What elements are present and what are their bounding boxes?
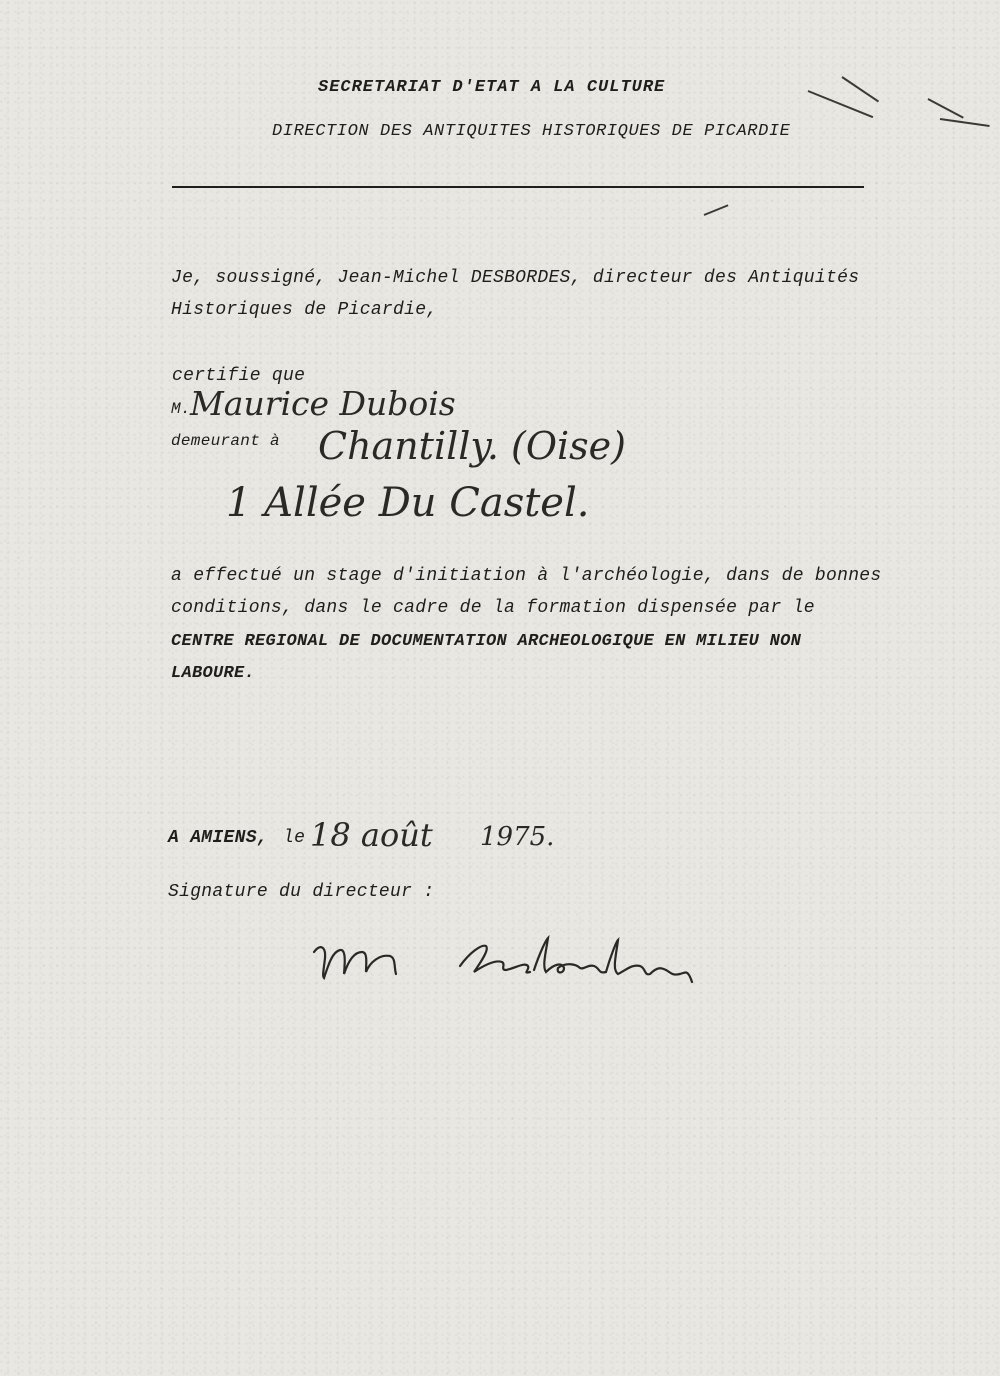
director-signature [310, 922, 700, 997]
le-word: le [283, 828, 306, 848]
intro-line-2: Historiques de Picardie, [171, 300, 438, 320]
scribble-mark [841, 76, 879, 102]
header-rule [172, 186, 864, 188]
scribble-mark [704, 204, 729, 216]
body-line-3: CENTRE REGIONAL DE DOCUMENTATION ARCHEOLOGIQUE EN MILIEU NON [171, 632, 802, 651]
certify-label: certifie que [172, 366, 306, 386]
place: A AMIENS, [168, 828, 268, 848]
scribble-mark [808, 90, 874, 118]
body-line-1: a effectué un stage d'initiation à l'archéologie, dans de bonnes [171, 566, 882, 586]
ministry-heading: SECRETARIAT D'ETAT A LA CULTURE [318, 78, 666, 97]
year: 1975. [480, 822, 555, 852]
scribble-mark [940, 118, 990, 127]
scribble-mark [928, 98, 964, 119]
intro-line-1: Je, soussigné, Jean-Michel DESBORDES, directeur des Antiquités [171, 268, 860, 288]
address-line-1-handwritten: Chantilly. (Oise) [318, 424, 626, 468]
address-label: demeurant à [171, 432, 280, 450]
address-line-2-handwritten: 1 Allée Du Castel. [226, 480, 590, 526]
date-handwritten: 18 août [310, 816, 433, 854]
title-prefix: M. [171, 400, 191, 418]
body-line-4: LABOURE. [171, 664, 256, 683]
body-line-2: conditions, dans le cadre de la formation dispensée par le [171, 598, 815, 618]
signature-label: Signature du directeur : [168, 882, 435, 902]
name-handwritten: Maurice Dubois [190, 384, 456, 423]
direction-heading: DIRECTION DES ANTIQUITES HISTORIQUES DE PICARDIE [272, 122, 791, 141]
